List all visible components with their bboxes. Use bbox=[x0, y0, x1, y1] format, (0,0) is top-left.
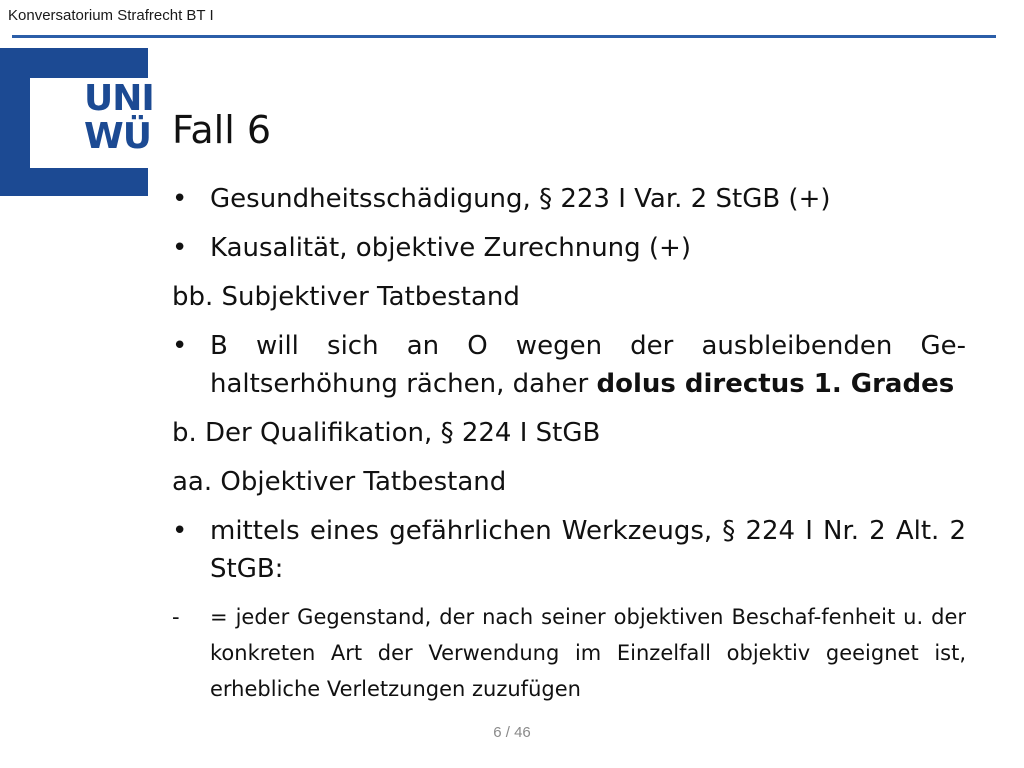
bullet-text: Gesundheitsschädigung, § 223 I Var. 2 StGB (+) bbox=[210, 184, 831, 214]
bullet-item bbox=[172, 229, 966, 267]
dash-marker: - bbox=[172, 605, 180, 629]
dash-text: = jeder Gegenstand, der nach seiner objektiven Beschaf-fenheit u. der konkreten Art der Verwendung im Einzelfall objektiv geeignet ist, erhebliche Verletzungen zuzufügen bbox=[210, 605, 966, 701]
logo-line-1: UNI bbox=[84, 78, 154, 119]
slide-content bbox=[172, 180, 966, 707]
page-number: 6 / 46 bbox=[493, 724, 531, 741]
slide-title: Fall 6 bbox=[172, 108, 272, 152]
bullet-text: mittels eines gefährlichen Werkzeugs, § 224 I Nr. 2 Alt. 2 StGB: bbox=[210, 516, 966, 584]
header-divider bbox=[12, 35, 996, 38]
bullet-item bbox=[172, 512, 966, 588]
bullet-item bbox=[172, 327, 966, 403]
header-title: Konversatorium Strafrecht BT I bbox=[8, 7, 214, 24]
section-heading: b. Der Qualifikation, § 224 I StGB bbox=[172, 418, 601, 448]
dash-item bbox=[172, 599, 966, 707]
bullet-marker: • bbox=[172, 331, 188, 361]
bullet-text-emphasis: dolus directus 1. Grades bbox=[596, 369, 955, 399]
bullet-text-plain: B will sich an O wegen der ausbleibenden Ge-haltserhöhung rächen, daher bbox=[210, 331, 966, 399]
bullet-text bbox=[172, 327, 966, 403]
logo-line-2: WÜ bbox=[84, 116, 151, 157]
bullet-item bbox=[172, 180, 966, 218]
section-heading: bb. Subjektiver Tatbestand bbox=[172, 282, 520, 312]
bullet-marker: • bbox=[172, 516, 188, 546]
section-heading: aa. Objektiver Tatbestand bbox=[172, 467, 507, 497]
bullet-marker: • bbox=[172, 184, 188, 214]
bullet-marker: • bbox=[172, 233, 188, 263]
bullet-text: Kausalität, objektive Zurechnung (+) bbox=[210, 233, 691, 263]
logo-text bbox=[84, 80, 154, 156]
